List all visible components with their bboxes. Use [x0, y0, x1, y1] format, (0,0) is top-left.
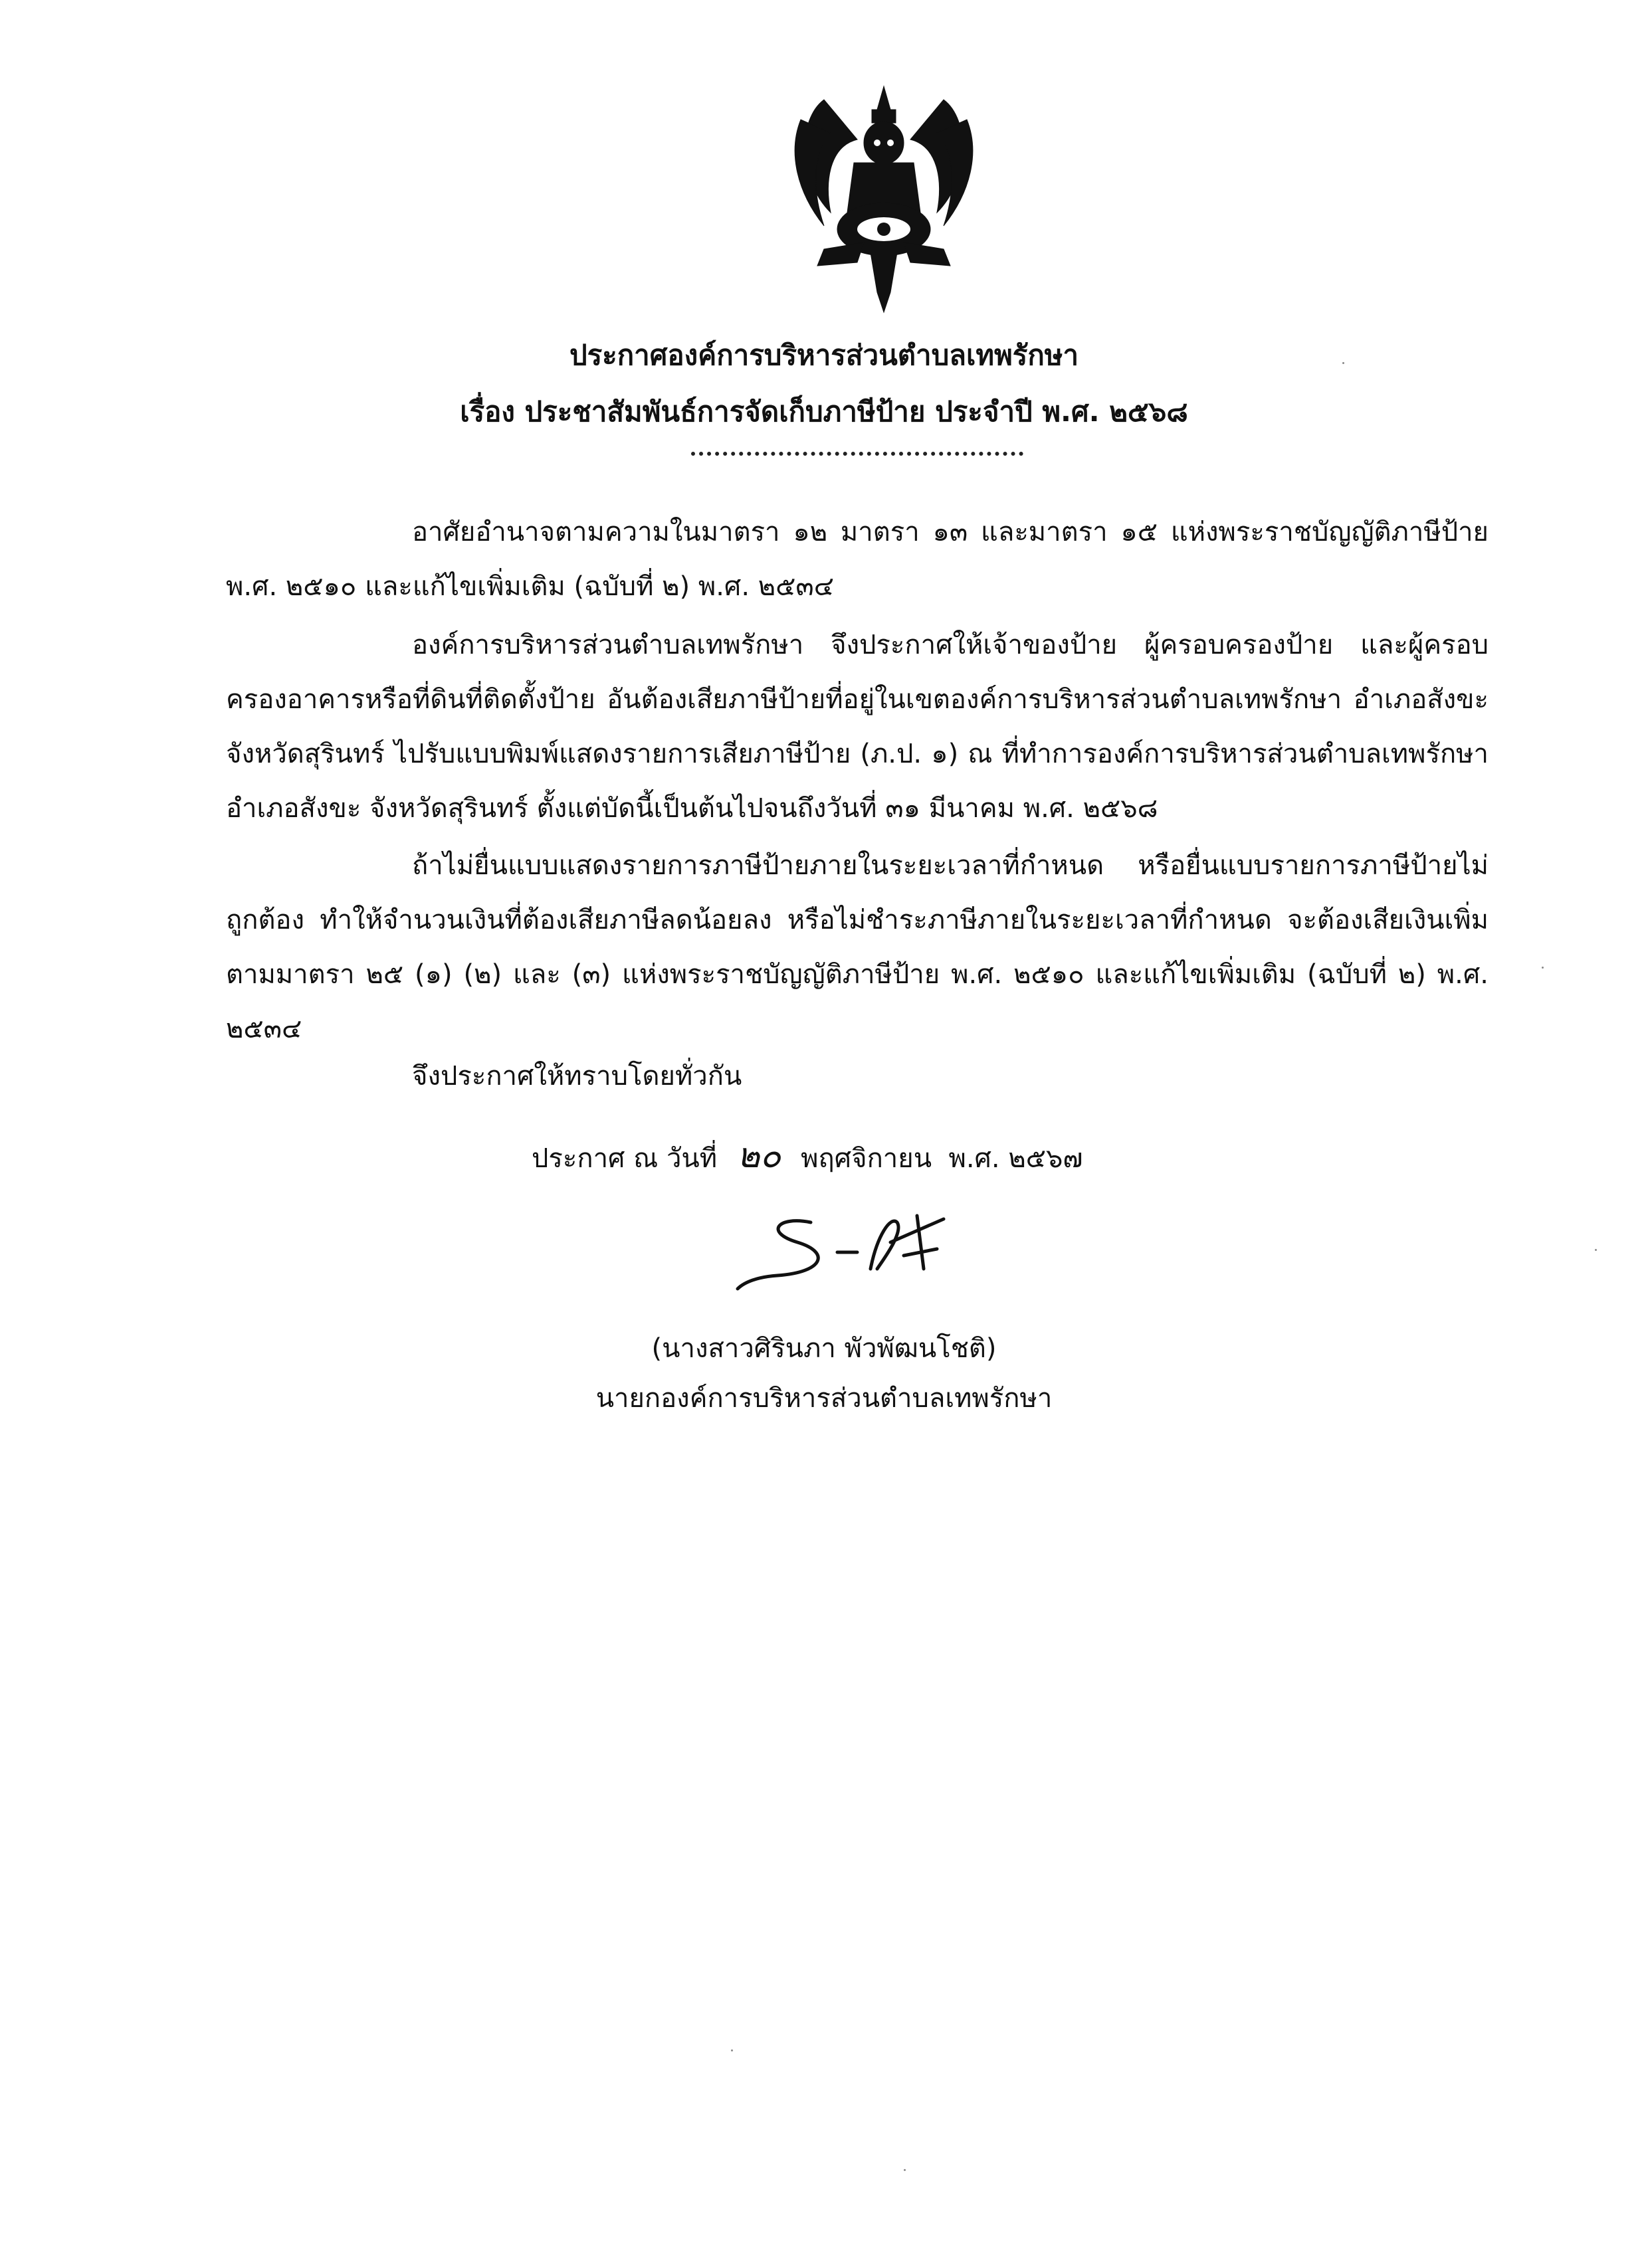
- scan-speck: [904, 2169, 906, 2171]
- title-divider: [691, 444, 1023, 456]
- body-paragraph-authority: อาศัยอำนาจตามความในมาตรา ๑๒ มาตรา ๑๓ และมาตรา ๑๕ แห่งพระราชบัญญัติภาษีป้าย พ.ศ. ๒๕๑๐ และแก้ไขเพิ่มเติม (ฉบับที่ ๒) พ.ศ. ๒๕๓๔: [226, 517, 1489, 602]
- announcement-title: ประกาศองค์การบริหารส่วนตำบลเทพรักษา: [569, 339, 1079, 371]
- body-paragraph-penalty: ถ้าไม่ยื่นแบบแสดงรายการภาษีป้ายภายในระยะเวลาที่กำหนด หรือยื่นแบบรายการภาษีป้ายไม่ถูกต้อง ทำให้จำนวนเงินที่ต้องเสียภาษีลดน้อยลง หรือไม่ชำระภาษีภายในระยะเวลาที่กำหนด จะต้องเสียเงินเพิ่มตามมาตรา ๒๕ (๑) (๒) และ (๓) แห่งพระราชบัญญัติภาษีป้าย พ.ศ. ๒๕๑๐ และแก้ไขเพิ่มเติม (ฉบับที่ ๒) พ.ศ. ๒๕๓๔: [226, 850, 1489, 1044]
- closing-statement: จึงประกาศให้ทราบโดยทั่วกัน: [412, 1061, 742, 1091]
- body-paragraph-notice: องค์การบริหารส่วนตำบลเทพรักษา จึงประกาศให้เจ้าของป้าย ผู้ครอบครองป้าย และผู้ครอบครองอาคารหรือที่ดินที่ติดตั้งป้าย อันต้องเสียภาษีป้ายที่อยู่ในเขตองค์การบริหารส่วนตำบลเทพรักษา อำเภอสังขะ จังหวัดสุรินทร์ ไปรับแบบพิมพ์แสดงรายการเสียภาษีป้าย (ภ.ป. ๑) ณ ที่ทำการองค์การบริหารส่วนตำบลเทพรักษา อำเภอสังขะ จังหวัดสุรินทร์ ตั้งแต่บัดนี้เป็นต้นไปจนถึงวันที่ ๓๑ มีนาคม พ.ศ. ๒๕๖๘: [226, 630, 1489, 824]
- scan-speck: [1595, 1249, 1597, 1251]
- date-month-year: พฤศจิกายน พ.ศ. ๒๕๖๗: [801, 1143, 1083, 1174]
- scan-speck: [1542, 967, 1544, 969]
- announcement-date: [532, 1136, 1082, 1179]
- signer-position: นายกองค์การบริหารส่วนตำบลเทพรักษา: [595, 1383, 1053, 1414]
- scan-speck: [1342, 362, 1344, 364]
- date-day-handwritten: ๒๐: [737, 1136, 781, 1176]
- garuda-emblem-icon: [784, 80, 983, 319]
- date-prefix: ประกาศ ณ วันที่: [532, 1143, 718, 1174]
- scan-speck: [731, 2049, 733, 2051]
- signer-name: (นางสาวศิรินภา พัวพัฒนโชติ): [651, 1333, 997, 1364]
- handwritten-signature: [724, 1196, 990, 1295]
- announcement-subject: เรื่อง ประชาสัมพันธ์การจัดเก็บภาษีป้าย ประจำปี พ.ศ. ๒๕๖๘: [460, 395, 1188, 428]
